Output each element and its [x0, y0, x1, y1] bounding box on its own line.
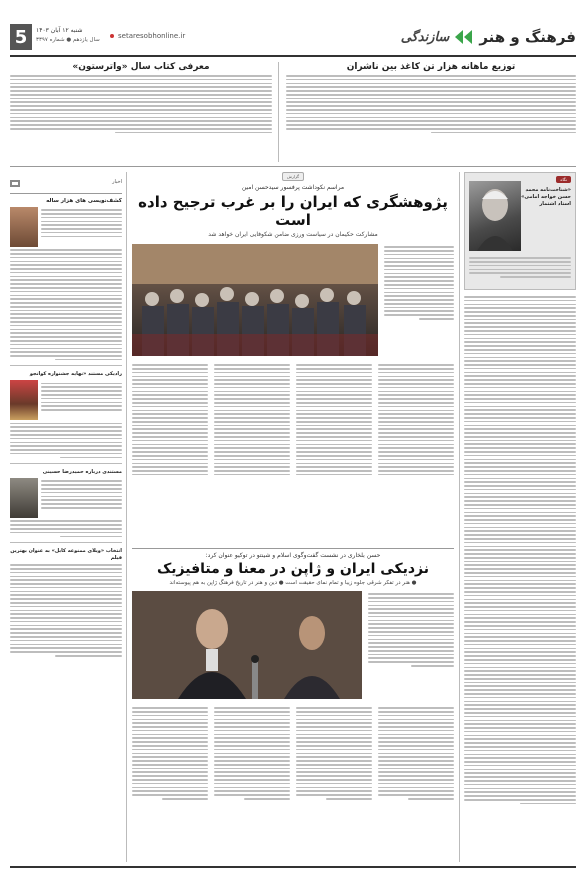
- sidebar-left-header: [10, 172, 122, 194]
- portrait-photo: [469, 181, 521, 251]
- top-right-article: [286, 62, 576, 162]
- interview-body-col: [132, 705, 208, 802]
- news-item-title: رادیکی مستند «نهایه جشنواره کوانجو: [29, 371, 122, 378]
- news-item-text: [41, 207, 122, 247]
- website-link[interactable]: setaresobhonline.ir: [118, 32, 186, 40]
- main-overline: مراسم نکوداشت پرفسور سیدحسن امین: [241, 184, 345, 191]
- interview-lead-text: [368, 591, 454, 699]
- interview-headline: نزدیکی ایران و ژاپن در معنا و متافیزیک: [156, 561, 430, 577]
- top-left-headline: معرفی کتاب سال «واترستون»: [72, 62, 210, 72]
- news-item-title: مستندی درباره حمیدرضا حسینی: [42, 469, 122, 476]
- sidebar-badge: نگاه: [556, 176, 571, 183]
- logo: سازندگی: [400, 29, 450, 45]
- news-item-text: [41, 380, 122, 420]
- masthead: [10, 22, 576, 54]
- main-story: [132, 172, 454, 542]
- news-item-photo: [10, 207, 38, 247]
- sidebar-right: [464, 172, 576, 862]
- main-body-col: [378, 362, 454, 478]
- section-rule: [10, 166, 576, 167]
- news-item: [10, 371, 122, 458]
- play-arrows-icon: [455, 30, 473, 44]
- main-headline: پژوهشگری که ایران را بر غرب ترجیح داده است: [138, 193, 448, 229]
- item-divider: [10, 463, 122, 464]
- footer-rule: [10, 866, 576, 868]
- sidebar-left-header-label: اخبار: [112, 178, 122, 185]
- interview-overline: حسن بلخاری در نشست گفت‌وگوی اسلام و شینتو در توکیو عنوان کرد:: [205, 552, 381, 559]
- news-item: [10, 548, 122, 656]
- section-rule: [132, 548, 454, 549]
- news-item-title: کشف‌نویسی های هزار ساله: [46, 198, 122, 204]
- main-body-col: [132, 362, 208, 478]
- top-right-body: [286, 75, 576, 133]
- bullet-icon: [110, 34, 114, 38]
- news-item-text: [41, 478, 122, 518]
- masthead-rule: [10, 55, 576, 57]
- kicker-badge: گزارش: [282, 172, 304, 181]
- column-divider: [126, 172, 127, 862]
- interview-body-col: [296, 705, 372, 802]
- main-body-col: [214, 362, 290, 478]
- news-item-title: انتخاب «ویلای ممنوعه کابل» به عنوان بهترین فیلم: [10, 548, 122, 561]
- news-item-photo: [10, 380, 38, 420]
- column-divider: [459, 172, 460, 862]
- sidebar-box-text: [469, 255, 571, 280]
- news-item: [10, 198, 122, 360]
- main-lead-text: [384, 244, 454, 356]
- top-left-body: [10, 75, 272, 133]
- main-subhead: مشارکت حکیمان در سیاست ورزی ضامن شکوفایی ایران خواهد شد: [208, 231, 378, 238]
- main-body-col: [296, 362, 372, 478]
- sidebar-left: [10, 172, 122, 862]
- interview-subhead: ● هنر در تفکر شرقی جلوه زیبا و تمام نمای حقیقت است ● دین و هنر در تاریخ فرهنگ ژاپن به هم پیوسته‌اند: [169, 580, 417, 586]
- sidebar-right-body: [464, 296, 576, 804]
- issue-line: سال یازدهم ● شماره ۳۳۹۷: [36, 37, 100, 43]
- section-title: فرهنگ و هنر: [479, 28, 576, 46]
- date-line: شنبه ۱۲ آبان ۱۴۰۳: [36, 27, 83, 34]
- news-item: [10, 469, 122, 537]
- column-divider: [278, 62, 279, 162]
- main-audience-photo: [132, 244, 378, 356]
- item-divider: [10, 365, 122, 366]
- top-left-article: [10, 62, 272, 162]
- masthead-brand: [386, 26, 576, 48]
- interview-story: [132, 552, 454, 864]
- film-icon: [10, 172, 20, 191]
- interview-body-col: [378, 705, 454, 802]
- sidebar-right-box: [464, 172, 576, 290]
- page-number: 5: [10, 24, 32, 50]
- masthead-meta: [10, 24, 220, 52]
- speaker-photo: [132, 591, 362, 699]
- top-right-headline: توزیع ماهانه هزار تن کاغذ بین ناشران: [346, 62, 516, 72]
- interview-body-col: [214, 705, 290, 802]
- sidebar-right-headline: «شناخت‌نامه محمد حسن خواجه امامی» استاد اشتمار: [521, 187, 571, 207]
- news-item-photo: [10, 478, 38, 518]
- item-divider: [10, 542, 122, 543]
